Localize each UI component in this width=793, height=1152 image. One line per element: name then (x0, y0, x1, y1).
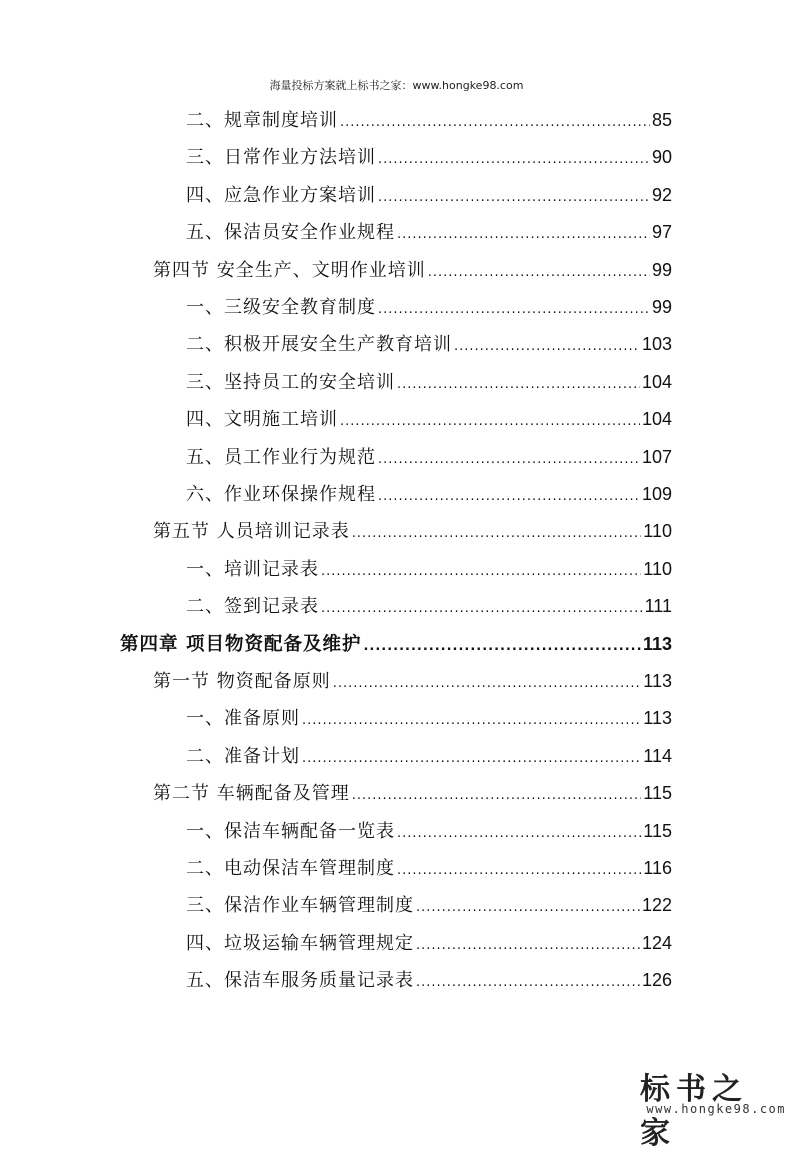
toc-entry-page-number: 92 (651, 184, 672, 205)
dot-leader (416, 927, 640, 962)
toc-entry-title: 四、垃圾运输车辆管理规定 (186, 932, 414, 954)
toc-entry-page-number: 90 (651, 147, 672, 168)
toc-entry-page-number: 113 (643, 671, 672, 691)
dot-leader (416, 889, 640, 924)
toc-entry-title: 第二节 车辆配备及管理 (153, 783, 350, 805)
toc-entry-title: 一、三级安全教育制度 (186, 297, 376, 318)
dot-leader (378, 441, 640, 476)
toc-entry-page-number: 124 (641, 932, 672, 953)
toc-entry[interactable] (186, 925, 672, 962)
toc-entry-title: 二、准备计划 (186, 745, 300, 767)
toc-entry[interactable] (186, 289, 672, 326)
toc-entry-page-number: 126 (641, 970, 672, 991)
toc-entry-title: 四、文明施工培训 (186, 409, 338, 431)
dot-leader (302, 702, 641, 737)
page-header: 海量投标方案就上标书之家：www.hongke98.com (269, 79, 524, 92)
toc-entry-page-number: 85 (651, 110, 672, 130)
toc-entry[interactable] (120, 626, 672, 663)
dot-leader (321, 553, 641, 588)
dot-leader (428, 254, 650, 289)
toc-entry-title: 三、日常作业方法培训 (186, 147, 376, 169)
brand-logo (640, 1064, 790, 1151)
toc-entry[interactable] (186, 588, 672, 625)
toc-entry-page-number: 113 (642, 633, 672, 654)
toc-entry-title: 二、积极开展安全生产教育培训 (186, 334, 452, 356)
toc-entry-page-number: 110 (643, 558, 672, 579)
toc-entry-page-number: 103 (641, 334, 672, 355)
toc-entry[interactable] (186, 476, 672, 513)
dot-leader (363, 628, 641, 663)
dot-leader (416, 964, 640, 999)
toc-entry[interactable] (153, 513, 672, 550)
logo-title: 标书之家 (640, 1072, 748, 1151)
toc-entry-page-number: 115 (643, 783, 672, 804)
dot-leader (321, 590, 643, 625)
toc-entry[interactable] (186, 326, 672, 363)
dot-leader (454, 328, 640, 363)
dot-leader (352, 515, 642, 550)
dot-leader (340, 104, 650, 139)
toc-entry[interactable] (153, 775, 672, 812)
toc-entry[interactable] (186, 214, 672, 251)
toc-entry-page-number: 114 (643, 745, 672, 766)
toc-entry-page-number: 110 (643, 521, 672, 542)
dot-leader (378, 478, 640, 513)
toc-entry-page-number: 104 (641, 409, 672, 430)
toc-entry-title: 二、电动保洁车管理制度 (186, 858, 395, 879)
toc-entry[interactable] (153, 252, 672, 289)
dot-leader (333, 665, 642, 700)
toc-entry[interactable] (186, 738, 672, 775)
dot-leader (397, 216, 650, 251)
toc-entry-title: 四、应急作业方案培训 (186, 184, 376, 206)
toc-entry-page-number: 109 (641, 484, 672, 504)
dot-leader (378, 291, 650, 326)
toc-entry[interactable] (186, 364, 672, 401)
toc-entry-page-number: 115 (643, 820, 672, 841)
toc-entry-title: 六、作业环保操作规程 (186, 484, 376, 505)
dot-leader (352, 777, 642, 812)
toc-entry-title: 五、保洁员安全作业规程 (186, 222, 395, 244)
toc-entry-page-number: 116 (643, 858, 672, 878)
toc-entry-page-number: 113 (643, 708, 672, 729)
dot-leader (397, 366, 640, 401)
toc-entry[interactable] (186, 887, 672, 924)
toc-entry[interactable] (186, 439, 672, 476)
toc-entry-page-number: 107 (641, 446, 672, 467)
toc-entry-title: 五、员工作业行为规范 (186, 446, 376, 468)
toc-entry-title: 一、培训记录表 (186, 558, 319, 580)
toc-entry[interactable] (186, 551, 672, 588)
toc-entry-title: 第四节 安全生产、文明作业培训 (153, 259, 426, 281)
toc-entry-title: 三、坚持员工的安全培训 (186, 371, 395, 393)
toc-entry-title: 三、保洁作业车辆管理制度 (186, 895, 414, 917)
toc-entry[interactable] (186, 850, 672, 887)
dot-leader (378, 141, 650, 176)
toc-entry[interactable] (186, 177, 672, 214)
toc-entry-page-number: 111 (644, 596, 672, 617)
toc-entry-title: 二、签到记录表 (186, 596, 319, 618)
toc-entry[interactable] (153, 663, 672, 700)
toc-entry-title: 二、规章制度培训 (186, 110, 338, 131)
toc-entry-page-number: 122 (641, 895, 672, 916)
toc-entry[interactable] (186, 401, 672, 438)
toc-entry-title: 第四章 项目物资配备及维护 (120, 633, 362, 655)
dot-leader (302, 740, 641, 775)
toc-entry-title: 一、保洁车辆配备一览表 (186, 820, 395, 842)
toc-entry[interactable] (186, 102, 672, 139)
toc-entry[interactable] (186, 962, 672, 999)
dot-leader (397, 815, 641, 850)
toc-entry-title: 一、准备原则 (186, 708, 300, 730)
logo-url: www.hongke98.com (646, 1102, 786, 1116)
toc-entry-title: 第五节 人员培训记录表 (153, 521, 350, 543)
dot-leader (340, 403, 640, 438)
toc-entry-title: 第一节 物资配备原则 (153, 671, 331, 692)
toc-entry-title: 五、保洁车服务质量记录表 (186, 970, 414, 992)
toc-entry[interactable] (186, 813, 672, 850)
dot-leader (397, 852, 641, 887)
toc-entry[interactable] (186, 139, 672, 176)
toc-entry-page-number: 99 (651, 259, 672, 280)
toc-entry[interactable] (186, 700, 672, 737)
toc-entry-page-number: 104 (641, 371, 672, 392)
dot-leader (378, 179, 650, 214)
toc-entry-page-number: 97 (651, 222, 672, 243)
toc-entry-page-number: 99 (651, 297, 672, 317)
